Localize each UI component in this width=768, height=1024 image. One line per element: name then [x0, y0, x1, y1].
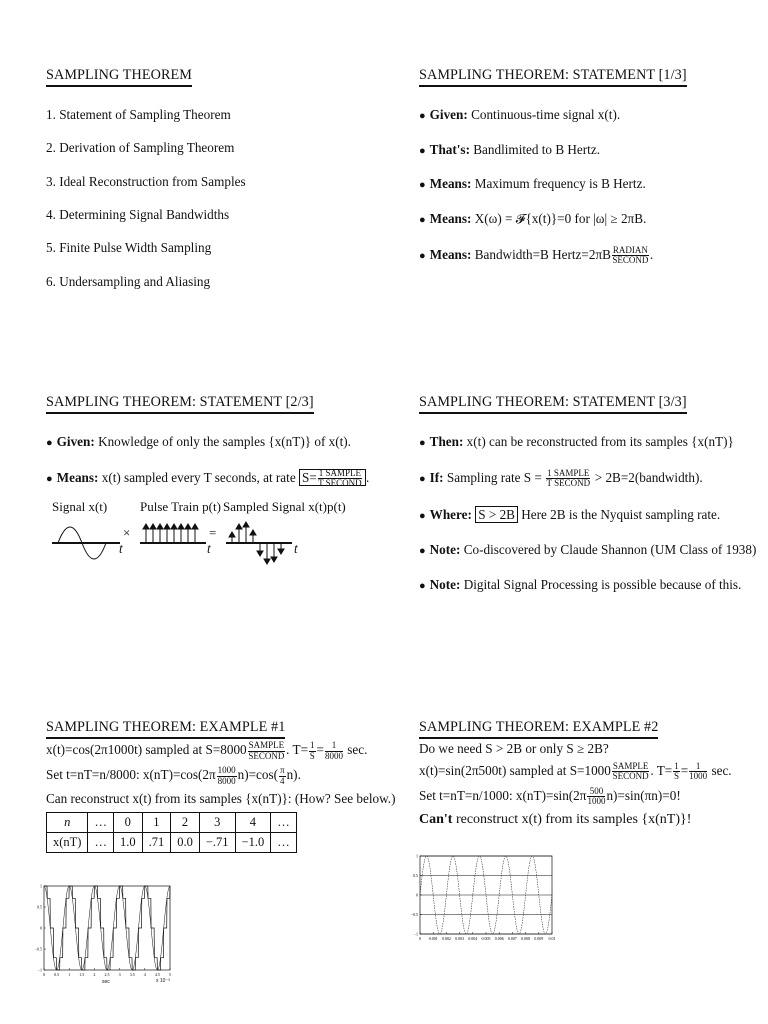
table-cell: −.71 — [199, 832, 235, 852]
x-tick-label: 4 — [143, 972, 146, 977]
example-line-4: Can't reconstruct x(t) from its samples {x(nT)}! — [419, 811, 692, 827]
x-tick-label: 3 — [118, 972, 121, 977]
sine-plot-svg — [406, 852, 556, 944]
x-tick-label: 0.006 — [494, 936, 504, 941]
bullet-means-1: ● Means: Maximum frequency is B Hertz. — [419, 176, 646, 192]
example-line-1: x(t)=cos(2π1000t) sampled at S=8000 $\frac{\text{SAMPLE}}{\text{SECOND}}$ . T= $\frac{1}{S}$ = $\frac{1}{8000}$ sec. — [46, 740, 368, 761]
y-tick-label: 1 — [416, 853, 418, 859]
slide-statement-1 — [419, 67, 759, 284]
cosine-plot-svg — [30, 880, 180, 990]
example-line-3: Set t=nT=n/1000: x(nT)=sin(2π $\frac{500}{1000}$ n)=sin(πn)=0! — [419, 785, 681, 807]
plot-xexp: x 10⁻³ — [156, 978, 170, 984]
bullet-means-3: ● Means: Bandwidth=B Hertz=2πB $\frac{\text{RADIAN}}{\text{SECOND}}$ . — [419, 244, 654, 266]
t-label: t — [119, 540, 123, 556]
table-row — [47, 812, 297, 832]
y-tick-label: −1 — [37, 967, 42, 973]
x-tick-label: 0.003 — [455, 936, 465, 941]
y-tick-label: −0.5 — [34, 946, 42, 952]
fig-label-sampled: Sampled Signal x(t)p(t) — [223, 498, 346, 514]
x-tick-label: 4.5 — [154, 972, 160, 977]
x-tick-label: 0 — [419, 936, 421, 941]
table-cell: 4 — [235, 812, 271, 832]
list-item: 6. Undersampling and Aliasing — [46, 273, 211, 289]
y-tick-label: 1 — [40, 883, 42, 889]
x-tick-label: 1 — [68, 972, 71, 977]
slide-title: SAMPLING THEOREM — [46, 67, 192, 87]
example-line-3: Can reconstruct x(t) from its samples {x(nT)}: (How? See below.) — [46, 791, 396, 807]
table-cell: x(nT) — [47, 832, 88, 852]
table-cell: 0 — [113, 812, 142, 832]
nyquist-box: S > 2B — [475, 506, 518, 523]
table-cell: … — [88, 832, 114, 852]
table-cell: n — [47, 812, 88, 832]
bullet-note-1: ● Note: Co-discovered by Claude Shannon (UM Class of 1938) — [419, 541, 757, 557]
cosine-plot — [30, 880, 180, 990]
y-tick-label: −0.5 — [410, 912, 418, 917]
bullet-given: ● Given: Knowledge of only the samples {x(nT)} of x(t). — [46, 434, 351, 450]
example-line-1: Do we need S > 2B or only S ≥ 2B? — [419, 741, 609, 757]
slide-title: SAMPLING THEOREM: STATEMENT [3/3] — [419, 394, 687, 414]
x-tick-label: 0.007 — [507, 936, 517, 941]
x-tick-label: 0.5 — [54, 972, 60, 977]
bullet-if: ● If: Sampling rate S = $\frac{\text{1 SAMPLE}}{\text{T SECOND}}$ > 2B=2(bandwidth). — [419, 467, 703, 489]
x-tick-label: 0 — [43, 972, 45, 977]
y-tick-label: 0 — [416, 892, 418, 898]
table-cell: … — [88, 812, 114, 832]
x-tick-label: 0.01 — [548, 936, 556, 941]
example-line-2: x(t)=sin(2π500t) sampled at S=1000 $\frac{\text{SAMPLE}}{\text{SECOND}}$ . T= $\frac{1}{S}$ = $\frac{1}{1000}$ sec. — [419, 760, 732, 782]
fig-label-pulse: Pulse Train p(t) — [140, 498, 221, 514]
sampling-diagram — [46, 499, 346, 579]
table-cell: −1.0 — [235, 832, 271, 852]
bullet-then: ● Then: x(t) can be reconstructed from its samples {x(nT)} — [419, 434, 734, 450]
bullet-where: ● Where: S > 2B Here 2B is the Nyquist sampling rate. — [419, 507, 721, 523]
bullet-means: ● Means: x(t) sampled every T seconds, at rate S= $\frac{\text{1 SAMPLE}}{\text{T SECOND}}$ . — [46, 467, 370, 489]
bullet-thats: ● That's: Bandlimited to B Hertz. — [419, 141, 600, 157]
bullet-given: ● Given: Continuous-time signal x(t). — [419, 107, 621, 123]
x-tick-label: 0.008 — [521, 936, 531, 941]
list-item: 3. Ideal Reconstruction from Samples — [46, 173, 246, 189]
y-tick-label: 0 — [40, 925, 42, 931]
table-cell: 1.0 — [113, 832, 142, 852]
table-row — [47, 832, 297, 852]
times-symbol: × — [123, 524, 131, 540]
x-tick-label: 1.5 — [79, 972, 85, 977]
table-cell: 1 — [142, 812, 171, 832]
x-tick-label: 5 — [169, 972, 171, 977]
slide-title: SAMPLING THEOREM: STATEMENT [2/3] — [46, 394, 314, 414]
list-item: 4. Determining Signal Bandwidths — [46, 207, 230, 223]
x-tick-label: 0.002 — [441, 936, 451, 941]
x-tick-label: 3.5 — [129, 972, 135, 977]
bullet-means-2: ● Means: X(ω) = 𝓕{x(t)}=0 for |ω| ≥ 2πB. — [419, 211, 647, 227]
plot-xlabel: sec — [102, 979, 110, 985]
slide-example-2 — [419, 719, 759, 834]
y-tick-label: −1 — [413, 931, 418, 937]
sampled-curve — [44, 886, 170, 970]
rate-box: S= $\frac{\text{1 SAMPLE}}{\text{T SECOND}}$ — [299, 469, 366, 486]
slide-title: SAMPLING THEOREM: EXAMPLE #1 — [46, 719, 285, 739]
slide-statement-2 — [46, 394, 386, 579]
fig-label-signal: Signal x(t) — [52, 498, 108, 514]
slide-contents — [46, 67, 386, 308]
slide-statement-3 — [419, 394, 759, 611]
slide-example-1 — [46, 719, 396, 853]
x-tick-label: 0.004 — [468, 936, 478, 941]
list-item: 1. Statement of Sampling Theorem — [46, 107, 231, 123]
y-tick-label: 0.5 — [413, 873, 418, 878]
table-cell: … — [271, 812, 297, 832]
table-cell: 0.0 — [171, 832, 200, 852]
slide-title: SAMPLING THEOREM: EXAMPLE #2 — [419, 719, 658, 739]
y-tick-label: 0.5 — [37, 904, 42, 910]
t-label: t — [207, 540, 211, 556]
table-cell: … — [271, 832, 297, 852]
list-item: 5. Finite Pulse Width Sampling — [46, 240, 212, 256]
x-tick-label: 0.005 — [481, 936, 491, 941]
equals-symbol: = — [209, 524, 217, 540]
table-cell: 2 — [171, 812, 200, 832]
table-cell: 3 — [199, 812, 235, 832]
x-tick-label: 0.009 — [534, 936, 544, 941]
bullet-note-2: ● Note: Digital Signal Processing is possible because of this. — [419, 576, 742, 592]
sine-plot — [406, 852, 556, 944]
list-item: 2. Derivation of Sampling Theorem — [46, 140, 235, 156]
x-tick-label: 2.5 — [104, 972, 110, 977]
x-tick-label: 2 — [93, 972, 96, 977]
slide-title: SAMPLING THEOREM: STATEMENT [1/3] — [419, 67, 687, 87]
table-cell: .71 — [142, 832, 171, 852]
t-label: t — [294, 540, 298, 556]
example-line-2: Set t=nT=n/8000: x(nT)=cos(2π $\frac{1000}{8000}$ n)=cos( $\frac{\pi}{4}$ n). — [46, 765, 301, 786]
sampling-figure — [46, 499, 346, 579]
samples-table — [46, 812, 297, 853]
x-tick-label: 0.001 — [428, 936, 438, 941]
